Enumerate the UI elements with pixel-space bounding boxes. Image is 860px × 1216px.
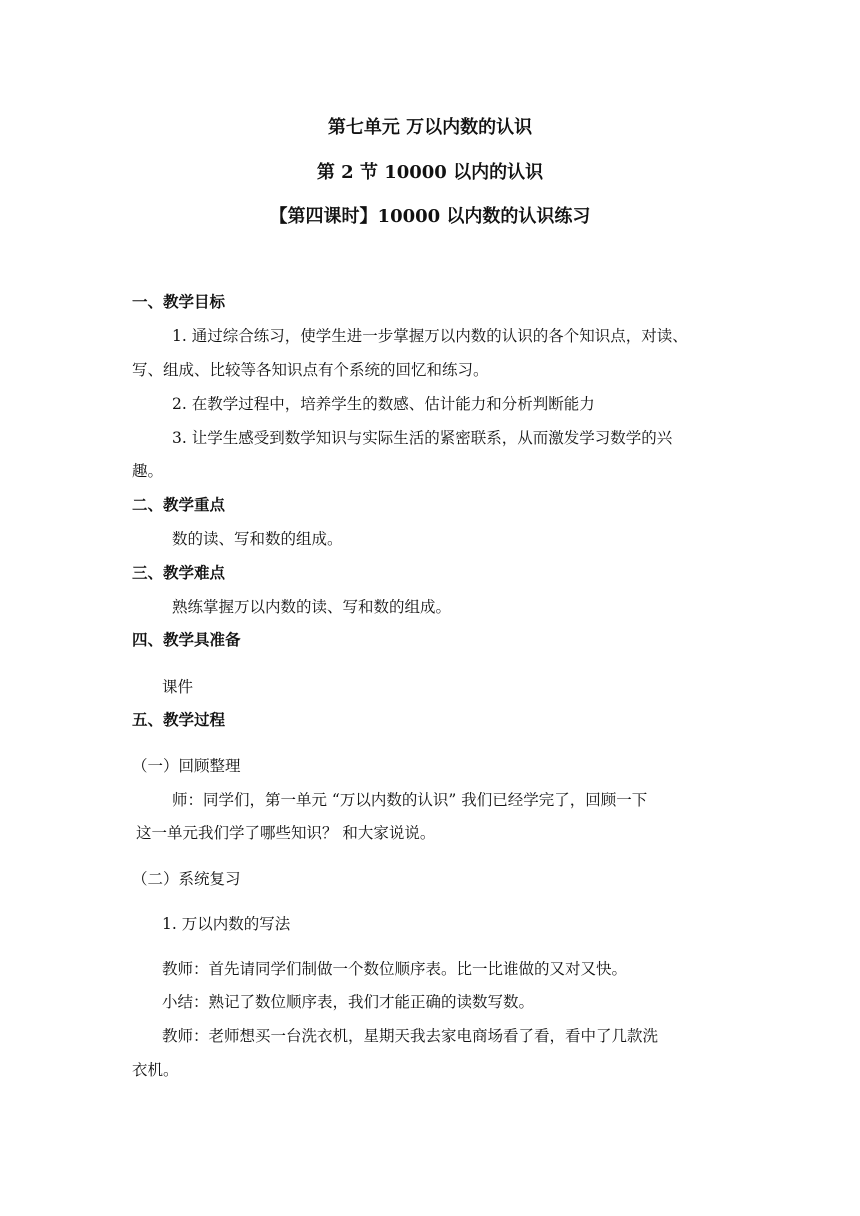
goal-2: 2. 在教学过程中，培养学生的数感、估计能力和分析判断能力: [172, 395, 595, 413]
summary-text: 小结：熟记了数位顺序表，我们才能正确的读数写数。: [162, 993, 535, 1011]
key-heading: 二、教学重点: [132, 495, 226, 514]
unit-title: 第七单元 万以内数的认识: [327, 117, 533, 138]
goal-3-line-1: 3. 让学生感受到数学知识与实际生活的紧密联系，从而激发学习数学的兴: [172, 429, 673, 447]
difficulty-text: 熟练掌握万以内数的读、写和数的组成。: [172, 598, 452, 616]
review-heading: （一）回顾整理: [132, 757, 241, 775]
section-title: 第 2 节 10000 以内的认识: [316, 162, 544, 183]
teacher-instruction-2-line-2: 衣机。: [132, 1061, 179, 1079]
goal-1-line-1: 1. 通过综合练习，使学生进一步掌握万以内数的认识的各个知识点，对读、: [172, 327, 688, 345]
goal-3-line-2: 趣。: [132, 462, 164, 480]
goals-heading: 一、教学目标: [132, 292, 226, 311]
lesson-title: 【第四课时】10000 以内数的认识练习: [269, 206, 591, 227]
goal-1-line-2: 写、组成、比较等各知识点有个系统的回忆和练习。: [132, 361, 489, 379]
teacher-instruction-2-line-1: 教师：老师想买一台洗衣机，星期天我去家电商场看了看，看中了几款洗: [162, 1027, 659, 1045]
system-heading: （二）系统复习: [132, 870, 241, 888]
key-text: 数的读、写和数的组成。: [172, 530, 343, 548]
review-line-2: 这一单元我们学了哪些知识？ 和大家说说。: [136, 824, 436, 842]
difficulty-heading: 三、教学难点: [132, 563, 226, 582]
materials-heading: 四、教学具准备: [132, 630, 241, 649]
teacher-instruction-1: 教师：首先请同学们制做一个数位顺序表。比一比谁做的又对又快。: [162, 960, 628, 978]
review-line-1: 师：同学们，第一单元 “万以内数的认识” 我们已经学完了，回顾一下: [172, 791, 648, 809]
process-heading: 五、教学过程: [132, 710, 226, 729]
materials-text: 课件: [162, 678, 194, 696]
system-item-1: 1. 万以内数的写法: [162, 915, 291, 933]
